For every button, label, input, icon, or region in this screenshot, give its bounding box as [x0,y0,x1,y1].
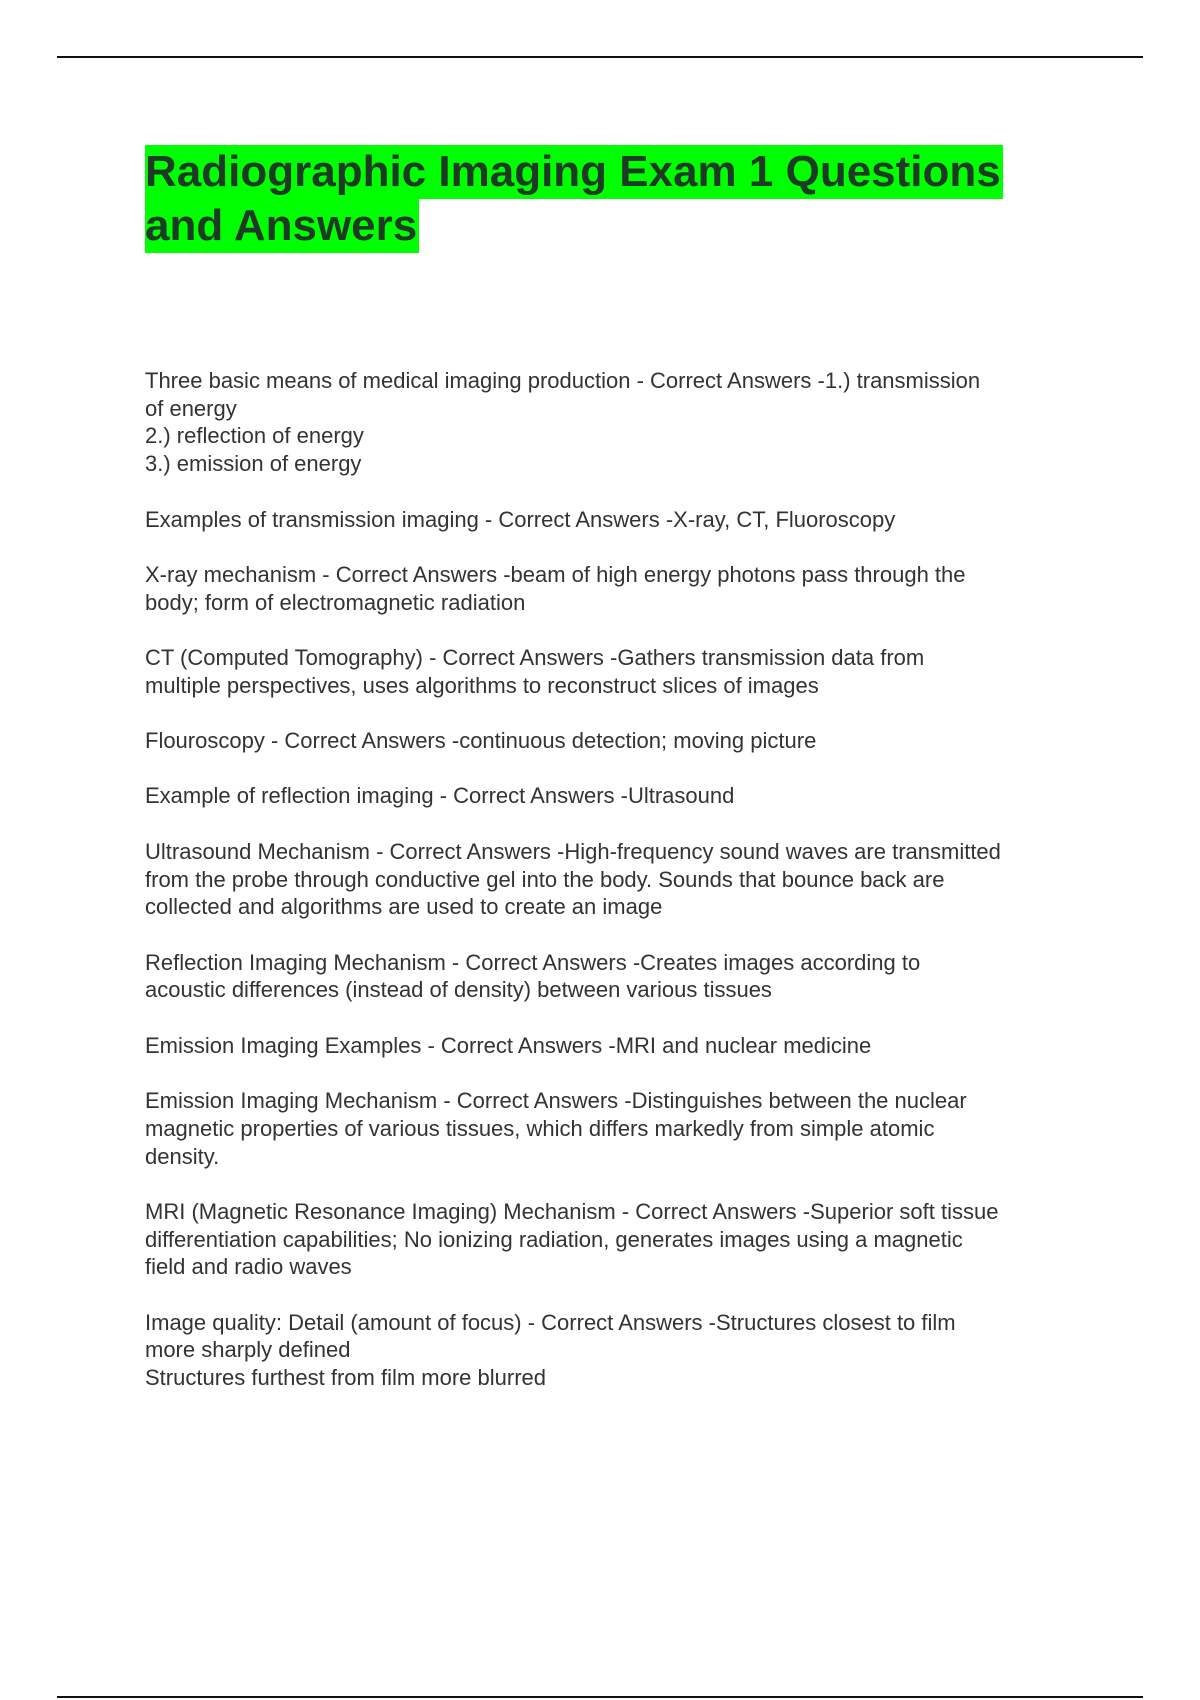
qa-line: Image quality: Detail (amount of focus) - Correct Answers -Structures closest to film [145,1309,956,1335]
qa-line: CT (Computed Tomography) - Correct Answers -Gathers transmission data from [145,644,925,670]
qa-entry [145,727,1145,755]
qa-line: Emission Imaging Mechanism - Correct Answers -Distinguishes between the nuclear [145,1088,967,1114]
qa-line: Reflection Imaging Mechanism - Correct Answers -Creates images according to [145,949,921,975]
qa-line: X-ray mechanism - Correct Answers -beam of high energy photons pass through the [145,561,966,587]
qa-line: density. [145,1143,220,1169]
qa-line: field and radio waves [145,1254,352,1280]
qa-line: MRI (Magnetic Resonance Imaging) Mechanism - Correct Answers -Superior soft tissue [145,1198,999,1224]
qa-entry [145,1032,1145,1060]
qa-line: multiple perspectives, uses algorithms to reconstruct slices of images [145,672,819,698]
title-line-1: Radiographic Imaging Exam 1 Questions [145,145,1003,199]
qa-line: Emission Imaging Examples - Correct Answers -MRI and nuclear medicine [145,1032,872,1058]
qa-list [145,367,1145,1420]
qa-entry [145,367,1145,478]
qa-line: magnetic properties of various tissues, which differs markedly from simple atomic [145,1115,935,1141]
header-rule [57,56,1143,58]
qa-line: 3.) emission of energy [145,451,362,477]
qa-entry [145,1309,1145,1392]
footer-rule [57,1696,1143,1698]
qa-line: Flouroscopy - Correct Answers -continuous detection; moving picture [145,728,817,754]
qa-line: acoustic differences (instead of density) between various tissues [145,977,772,1003]
qa-entry [145,506,1145,534]
qa-entry [145,644,1145,699]
qa-line: Three basic means of medical imaging production - Correct Answers -1.) transmission [145,368,981,393]
qa-line: collected and algorithms are used to create an image [145,894,663,920]
qa-line: of energy [145,395,237,421]
qa-line: differentiation capabilities; No ionizing radiation, generates images using a magnetic [145,1226,963,1252]
qa-entry [145,1087,1145,1170]
qa-line: Example of reflection imaging - Correct Answers -Ultrasound [145,783,735,809]
qa-line: Ultrasound Mechanism - Correct Answers -High-frequency sound waves are transmitted [145,838,1001,864]
qa-line: from the probe through conductive gel into the body. Sounds that bounce back are [145,866,945,892]
qa-line: more sharply defined [145,1337,351,1363]
qa-entry [145,561,1145,616]
title-line-2: and Answers [145,199,419,253]
qa-line: 2.) reflection of energy [145,423,364,449]
qa-line: body; form of electromagnetic radiation [145,589,526,615]
document-title [145,145,1003,253]
qa-line: Examples of transmission imaging - Correct Answers -X-ray, CT, Fluoroscopy [145,506,896,532]
qa-entry [145,838,1145,921]
qa-entry [145,949,1145,1004]
qa-entry [145,782,1145,810]
qa-entry [145,1198,1145,1281]
qa-line: Structures furthest from film more blurred [145,1365,547,1391]
